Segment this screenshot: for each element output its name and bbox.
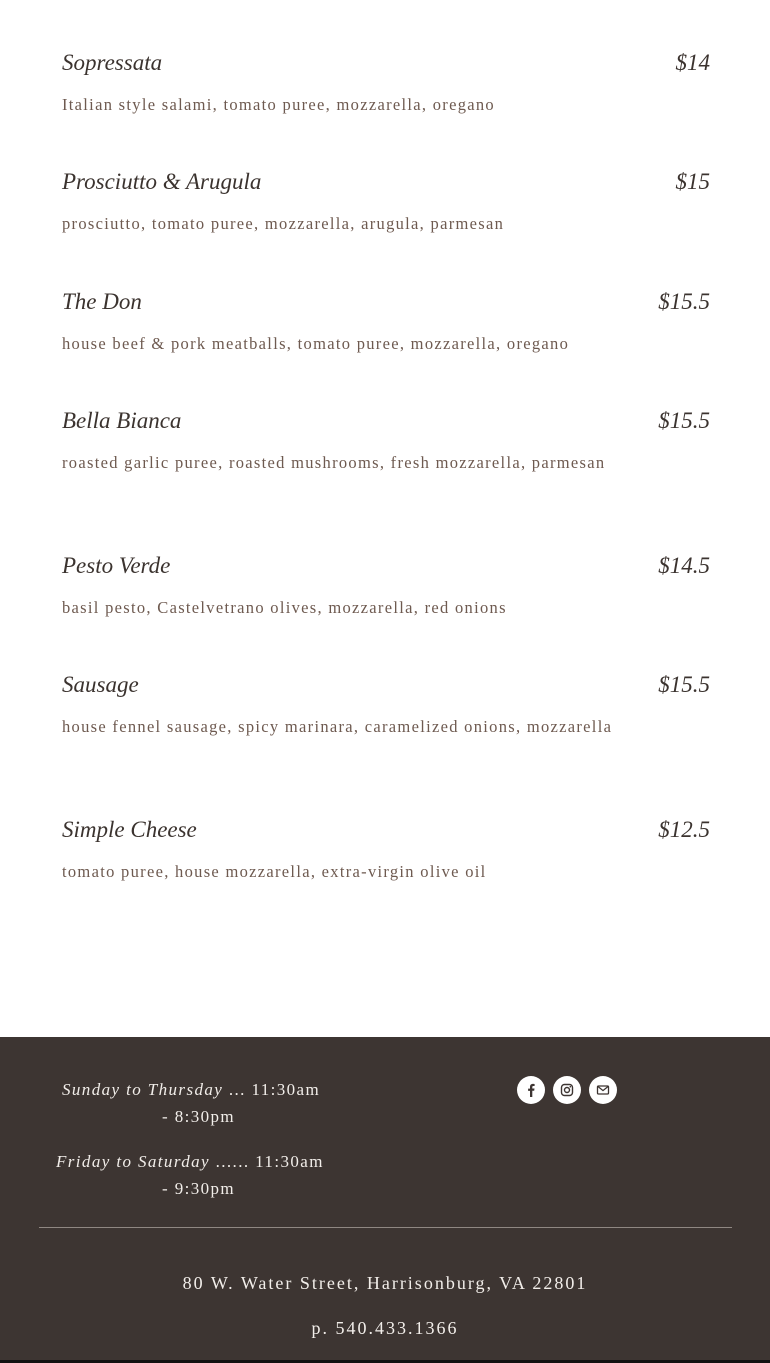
menu-item-simple-cheese: [62, 817, 710, 884]
hours-days: Friday to Saturday: [56, 1152, 210, 1171]
menu-item-bella-bianca: [62, 408, 710, 475]
menu-item-prosciutto-arugula: [62, 169, 710, 236]
hours-close: - 8:30pm: [162, 1107, 236, 1126]
menu-item-price: $14: [675, 50, 710, 75]
menu-item-price: $15.5: [658, 672, 710, 697]
hours-dots: ......: [209, 1152, 256, 1171]
hours-open: 11:30am: [251, 1080, 321, 1099]
menu-item-price: $14.5: [658, 553, 710, 578]
hours-sunday-thursday: [62, 1076, 320, 1130]
menu-item-description: roasted garlic puree, roasted mushrooms, fresh mozzarella, parmesan: [62, 453, 606, 472]
hours-days: Sunday to Thursday: [62, 1080, 224, 1099]
facebook-link[interactable]: [517, 1076, 545, 1104]
menu-item-description: house beef & pork meatballs, tomato puree, mozzarella, oregano: [62, 334, 570, 353]
menu-item-name: The Don: [62, 289, 142, 314]
footer-divider: [39, 1227, 732, 1228]
menu-item-name: Pesto Verde: [62, 553, 171, 578]
email-link[interactable]: [589, 1076, 617, 1104]
menu-item-name: Simple Cheese: [62, 817, 197, 842]
hours-close: - 9:30pm: [162, 1179, 236, 1198]
hours-friday-saturday: [56, 1148, 324, 1202]
instagram-icon: [560, 1083, 574, 1097]
email-icon: [596, 1083, 610, 1097]
restaurant-phone[interactable]: p. 540.433.1366: [311, 1318, 459, 1338]
menu-item-price: $15.5: [658, 408, 710, 433]
menu-item-pesto-verde: [62, 553, 710, 620]
menu-item-name: Sopressata: [62, 50, 163, 75]
menu-item-description: Italian style salami, tomato puree, mozzarella, oregano: [62, 95, 495, 114]
menu-item-description: tomato puree, house mozzarella, extra-virgin olive oil: [62, 862, 487, 881]
menu-item-price: $15: [675, 169, 710, 194]
menu-item-the-don: [62, 289, 710, 356]
menu-item-sopressata: [62, 50, 710, 117]
hours-open: 11:30am: [255, 1152, 324, 1171]
menu-item-description: basil pesto, Castelvetrano olives, mozzarella, red onions: [62, 598, 507, 617]
menu-item-description: house fennel sausage, spicy marinara, caramelized onions, mozzarella: [62, 717, 613, 736]
restaurant-address: 80 W. Water Street, Harrisonburg, VA 22801: [182, 1273, 588, 1293]
menu-item-sausage: [62, 672, 710, 739]
hours-dots: ...: [223, 1080, 252, 1099]
menu-item-name: Sausage: [62, 672, 139, 697]
menu-item-description: prosciutto, tomato puree, mozzarella, arugula, parmesan: [62, 214, 505, 233]
site-footer: [0, 1037, 770, 1363]
instagram-link[interactable]: [553, 1076, 581, 1104]
menu-item-name: Prosciutto & Arugula: [62, 169, 262, 194]
menu-item-price: $15.5: [658, 289, 710, 314]
menu-item-price: $12.5: [658, 817, 710, 842]
facebook-icon: [524, 1083, 538, 1097]
menu-item-name: Bella Bianca: [62, 408, 182, 433]
